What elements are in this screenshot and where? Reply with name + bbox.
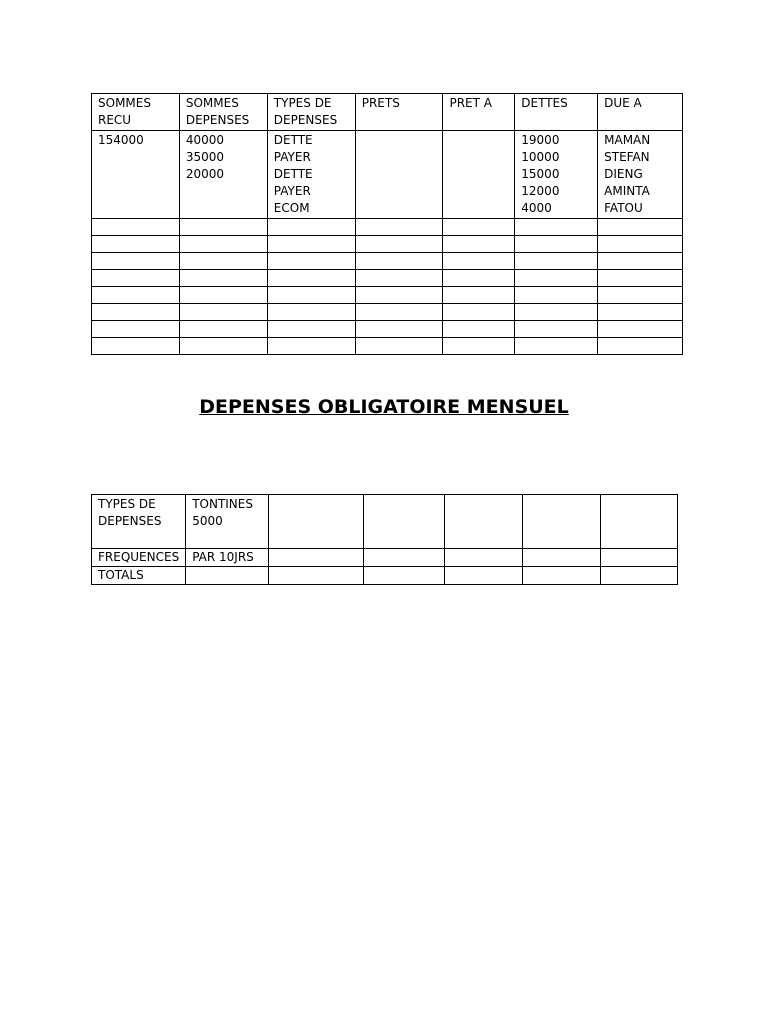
empty-row xyxy=(92,304,683,321)
empty-cell xyxy=(267,321,355,338)
empty-cell xyxy=(598,287,683,304)
totals-row xyxy=(92,567,678,585)
empty-row xyxy=(92,236,683,253)
empty-cell xyxy=(443,304,515,321)
frequency-row xyxy=(92,549,678,567)
empty-cell xyxy=(444,495,522,549)
empty-cell xyxy=(92,219,180,236)
ledger-table xyxy=(91,93,683,355)
empty-cell xyxy=(355,219,443,236)
empty-cell xyxy=(179,304,267,321)
frequency-label: FREQUENCES xyxy=(92,549,186,567)
empty-row xyxy=(92,338,683,355)
empty-cell xyxy=(443,236,515,253)
empty-cell xyxy=(186,567,269,585)
empty-cell xyxy=(92,287,180,304)
empty-cell xyxy=(92,338,180,355)
cell-dettes: 19000 10000 15000 12000 4000 xyxy=(515,131,598,219)
empty-cell xyxy=(598,270,683,287)
empty-cell xyxy=(515,287,598,304)
empty-cell xyxy=(355,304,443,321)
empty-cell xyxy=(267,219,355,236)
cell-prets xyxy=(355,131,443,219)
empty-cell xyxy=(515,253,598,270)
cell-types-de-depenses: DETTE PAYER DETTE PAYER ECOM xyxy=(267,131,355,219)
empty-cell xyxy=(179,321,267,338)
frequency-value: PAR 10JRS xyxy=(186,549,269,567)
empty-cell xyxy=(179,287,267,304)
header-sommes-depenses: SOMMES DEPENSES xyxy=(179,94,267,131)
empty-cell xyxy=(600,495,677,549)
empty-cell xyxy=(598,321,683,338)
header-pret-a: PRET A xyxy=(443,94,515,131)
empty-cell xyxy=(179,236,267,253)
empty-cell xyxy=(443,219,515,236)
empty-cell xyxy=(355,236,443,253)
empty-row xyxy=(92,321,683,338)
types-row xyxy=(92,495,678,549)
empty-cell xyxy=(515,236,598,253)
empty-cell xyxy=(355,338,443,355)
totals-label: TOTALS xyxy=(92,567,186,585)
empty-cell xyxy=(363,495,444,549)
empty-cell xyxy=(598,338,683,355)
cell-due-a: MAMAN STEFAN DIENG AMINTA FATOU xyxy=(598,131,683,219)
header-dettes: DETTES xyxy=(515,94,598,131)
empty-cell xyxy=(269,549,364,567)
empty-cell xyxy=(355,321,443,338)
empty-cell xyxy=(269,567,364,585)
types-label: TYPES DE DEPENSES xyxy=(92,495,186,549)
empty-cell xyxy=(600,549,677,567)
cell-pret-a xyxy=(443,131,515,219)
types-value: TONTINES 5000 xyxy=(186,495,269,549)
header-prets: PRETS xyxy=(355,94,443,131)
empty-cell xyxy=(443,253,515,270)
empty-row xyxy=(92,219,683,236)
empty-cell xyxy=(522,495,600,549)
empty-cell xyxy=(267,304,355,321)
empty-cell xyxy=(363,549,444,567)
ledger-header-row xyxy=(92,94,683,131)
empty-cell xyxy=(267,287,355,304)
empty-cell xyxy=(598,253,683,270)
empty-cell xyxy=(522,567,600,585)
empty-cell xyxy=(443,270,515,287)
empty-cell xyxy=(598,219,683,236)
empty-cell xyxy=(92,270,180,287)
empty-cell xyxy=(598,236,683,253)
empty-cell xyxy=(515,219,598,236)
empty-cell xyxy=(443,338,515,355)
header-due-a: DUE A xyxy=(598,94,683,131)
empty-cell xyxy=(179,253,267,270)
empty-cell xyxy=(355,270,443,287)
cell-sommes-recu: 154000 xyxy=(92,131,180,219)
cell-sommes-depenses: 40000 35000 20000 xyxy=(179,131,267,219)
empty-cell xyxy=(179,219,267,236)
monthly-expenses-table xyxy=(91,494,678,585)
empty-cell xyxy=(92,236,180,253)
header-types-de-depenses: TYPES DE DEPENSES xyxy=(267,94,355,131)
empty-row xyxy=(92,253,683,270)
ledger-data-row xyxy=(92,131,683,219)
empty-cell xyxy=(92,253,180,270)
empty-cell xyxy=(600,567,677,585)
empty-cell xyxy=(92,321,180,338)
empty-cell xyxy=(515,321,598,338)
empty-row xyxy=(92,287,683,304)
empty-cell xyxy=(363,567,444,585)
empty-cell xyxy=(515,338,598,355)
header-sommes-recu: SOMMES RECU xyxy=(92,94,180,131)
empty-cell xyxy=(355,287,443,304)
empty-cell xyxy=(444,567,522,585)
empty-cell xyxy=(515,304,598,321)
empty-cell xyxy=(179,270,267,287)
empty-cell xyxy=(443,287,515,304)
empty-cell xyxy=(355,253,443,270)
empty-cell xyxy=(92,304,180,321)
empty-cell xyxy=(267,253,355,270)
empty-cell xyxy=(443,321,515,338)
empty-cell xyxy=(269,495,364,549)
empty-cell xyxy=(267,270,355,287)
empty-cell xyxy=(515,270,598,287)
empty-cell xyxy=(598,304,683,321)
empty-cell xyxy=(522,549,600,567)
empty-cell xyxy=(179,338,267,355)
empty-cell xyxy=(267,236,355,253)
section-title: DEPENSES OBLIGATOIRE MENSUEL xyxy=(199,396,569,418)
empty-cell xyxy=(267,338,355,355)
empty-cell xyxy=(444,549,522,567)
empty-row xyxy=(92,270,683,287)
